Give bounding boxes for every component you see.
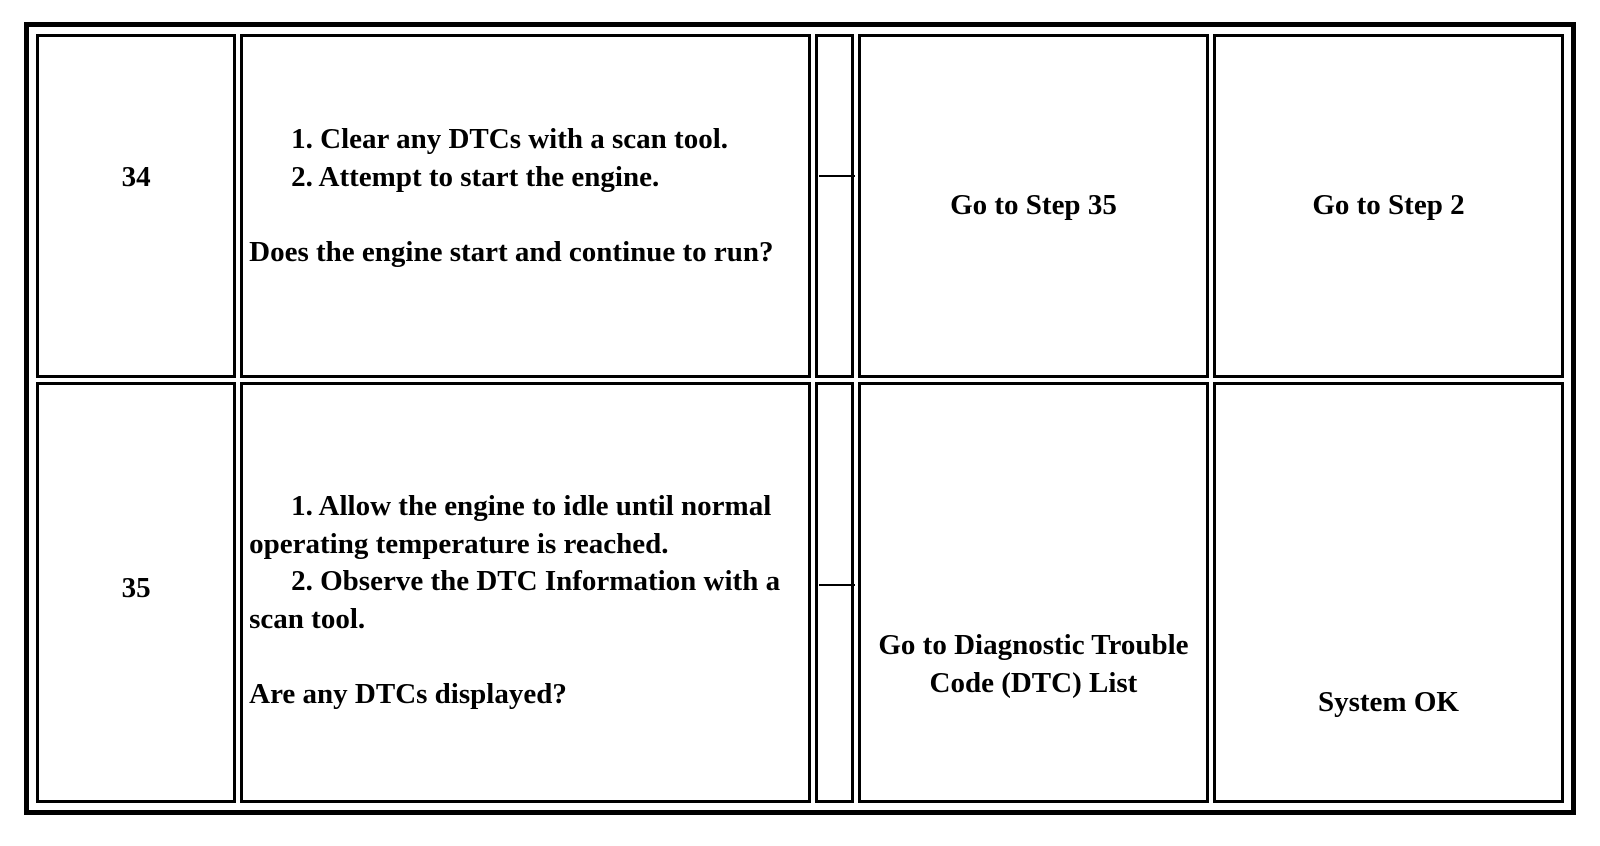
- step-cell: [36, 382, 236, 803]
- action-cell: [240, 34, 811, 378]
- table-row: [36, 382, 1564, 803]
- value-dash: [819, 175, 855, 177]
- step-cell: [36, 34, 236, 378]
- yes-result: Go to Step 35: [950, 189, 1117, 222]
- instruction-item: [249, 488, 804, 563]
- question-text: Are any DTCs displayed?: [249, 677, 567, 710]
- instruction-number: 2.: [291, 565, 313, 598]
- instruction-number: 1.: [291, 490, 313, 523]
- table-row: [36, 34, 1564, 378]
- instruction-text: Clear any DTCs with a scan tool.: [320, 123, 729, 156]
- action-cell: [240, 382, 811, 803]
- yes-result: Go to Diagnostic Trouble Code (DTC) List: [878, 629, 1189, 699]
- instruction-item: [249, 159, 804, 197]
- instruction-number: 2.: [291, 160, 313, 193]
- yes-cell: [858, 382, 1209, 803]
- no-cell: [1213, 382, 1564, 803]
- yes-cell: [858, 34, 1209, 378]
- diagnostic-table-frame: [24, 22, 1576, 815]
- no-result: Go to Step 2: [1312, 189, 1465, 222]
- question-text: Does the engine start and continue to run?: [249, 235, 774, 268]
- instruction-text: Observe the DTC Information with a scan tool.: [249, 565, 781, 635]
- no-result: System OK: [1317, 685, 1459, 718]
- instruction-text: Attempt to start the engine.: [318, 160, 660, 193]
- step-number: 35: [121, 571, 151, 604]
- instruction-item: [249, 563, 804, 638]
- value-cell: [815, 34, 854, 378]
- no-cell: [1213, 34, 1564, 378]
- diagnostic-table: [32, 30, 1568, 807]
- instruction-item: [249, 121, 804, 159]
- value-cell: [815, 382, 854, 803]
- value-dash: [819, 584, 855, 586]
- instruction-number: 1.: [291, 123, 313, 156]
- instruction-text: Allow the engine to idle until normal operating temperature is reached.: [249, 490, 772, 560]
- step-number: 34: [121, 161, 151, 194]
